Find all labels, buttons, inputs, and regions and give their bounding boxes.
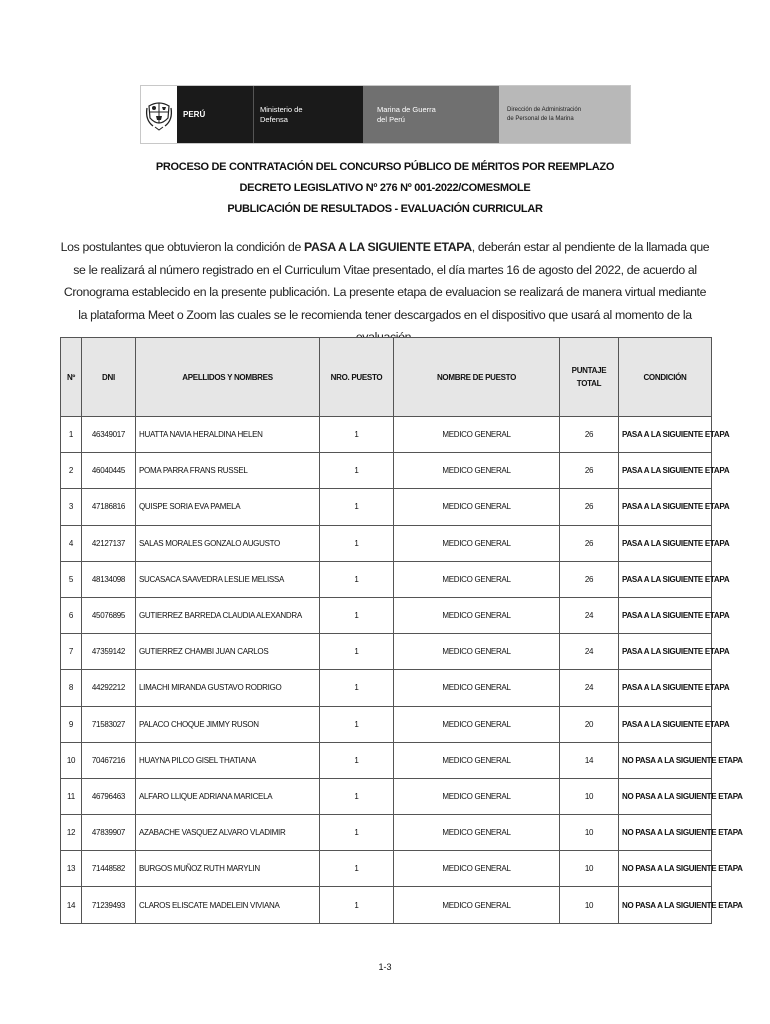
cell-position-name: MEDICO GENERAL bbox=[394, 453, 560, 489]
cell-condition: PASA A LA SIGUIENTE ETAPA bbox=[619, 489, 712, 525]
directorate-line-2: de Personal de la Marina bbox=[507, 115, 574, 122]
cell-name: GUTIERREZ BARREDA CLAUDIA ALEXANDRA bbox=[136, 597, 320, 633]
cell-score: 10 bbox=[560, 851, 619, 887]
cell-score: 24 bbox=[560, 597, 619, 633]
cell-position-no: 1 bbox=[320, 670, 394, 706]
ministry-line-1: Ministerio de bbox=[260, 104, 303, 114]
cell-score: 10 bbox=[560, 778, 619, 814]
title-publication: PUBLICACIÓN DE RESULTADOS - EVALUACIÓN CURRICULAR bbox=[227, 203, 543, 215]
header-dni: DNI bbox=[82, 338, 136, 417]
intro-paragraph bbox=[58, 236, 712, 349]
cell-position-name: MEDICO GENERAL bbox=[394, 670, 560, 706]
cell-dni: 47186816 bbox=[82, 489, 136, 525]
intro-highlight: PASA A LA SIGUIENTE ETAPA bbox=[304, 240, 472, 254]
page-number: 1-3 bbox=[378, 962, 392, 972]
cell-position-name: MEDICO GENERAL bbox=[394, 778, 560, 814]
cell-name: HUAYNA PILCO GISEL THATIANA bbox=[136, 742, 320, 778]
cell-dni: 47839907 bbox=[82, 815, 136, 851]
cell-name: AZABACHE VASQUEZ ALVARO VLADIMIR bbox=[136, 815, 320, 851]
title-decree: DECRETO LEGISLATIVO Nº 276 Nº 001-2022/COMESMOLE bbox=[239, 182, 531, 194]
cell-dni: 46796463 bbox=[82, 778, 136, 814]
cell-dni: 45076895 bbox=[82, 597, 136, 633]
title-process: PROCESO DE CONTRATACIÓN DEL CONCURSO PÚBLICO DE MÉRITOS POR REEMPLAZO bbox=[155, 161, 615, 173]
document-titles bbox=[0, 157, 770, 220]
cell-n: 10 bbox=[61, 742, 82, 778]
cell-position-name: MEDICO GENERAL bbox=[394, 525, 560, 561]
cell-n: 9 bbox=[61, 706, 82, 742]
cell-n: 12 bbox=[61, 815, 82, 851]
cell-name: ALFARO LLIQUE ADRIANA MARICELA bbox=[136, 778, 320, 814]
header-score bbox=[560, 338, 619, 417]
cell-name: POMA PARRA FRANS RUSSEL bbox=[136, 453, 320, 489]
cell-score: 26 bbox=[560, 417, 619, 453]
directorate-label bbox=[499, 86, 630, 143]
cell-name: SALAS MORALES GONZALO AUGUSTO bbox=[136, 525, 320, 561]
table-row bbox=[61, 561, 712, 597]
cell-condition: NO PASA A LA SIGUIENTE ETAPA bbox=[619, 742, 712, 778]
cell-position-no: 1 bbox=[320, 489, 394, 525]
cell-score: 14 bbox=[560, 742, 619, 778]
intro-text-after: , deberán estar al pendiente de la llamada que se le realizará al número registrado en el Curriculum Vitae presentado, el día martes 16 de agosto del 2022, de acuerdo al Cronograma establecido en la presente publicación. La presente etapa de evaluacion se realizará de manera virtual mediante la plataforma Meet o Zoom las cuales se le recomienda tener descargados en el dispositivo que usará al momento de la bbox=[63, 240, 710, 322]
cell-position-no: 1 bbox=[320, 706, 394, 742]
cell-position-name: MEDICO GENERAL bbox=[394, 887, 560, 923]
cell-position-name: MEDICO GENERAL bbox=[394, 634, 560, 670]
cell-score: 26 bbox=[560, 561, 619, 597]
cell-n: 5 bbox=[61, 561, 82, 597]
table-header-row bbox=[61, 338, 712, 417]
cell-condition: PASA A LA SIGUIENTE ETAPA bbox=[619, 634, 712, 670]
cell-position-name: MEDICO GENERAL bbox=[394, 815, 560, 851]
country-label: PERÚ bbox=[177, 86, 253, 143]
cell-position-no: 1 bbox=[320, 453, 394, 489]
cell-position-name: MEDICO GENERAL bbox=[394, 561, 560, 597]
cell-score: 26 bbox=[560, 489, 619, 525]
cell-score: 10 bbox=[560, 815, 619, 851]
cell-dni: 47359142 bbox=[82, 634, 136, 670]
cell-n: 7 bbox=[61, 634, 82, 670]
header-name: APELLIDOS Y NOMBRES bbox=[136, 338, 320, 417]
header-score-line-2: TOTAL bbox=[576, 379, 602, 388]
header-condition: CONDICIÓN bbox=[619, 338, 712, 417]
cell-position-no: 1 bbox=[320, 597, 394, 633]
cell-score: 24 bbox=[560, 634, 619, 670]
cell-n: 4 bbox=[61, 525, 82, 561]
cell-score: 10 bbox=[560, 887, 619, 923]
table-row bbox=[61, 887, 712, 923]
cell-dni: 70467216 bbox=[82, 742, 136, 778]
cell-n: 14 bbox=[61, 887, 82, 923]
cell-position-no: 1 bbox=[320, 778, 394, 814]
intro-text-before: Los postulantes que obtuvieron la condición de bbox=[60, 240, 305, 254]
peru-coat-of-arms-icon bbox=[141, 86, 177, 143]
cell-dni: 46349017 bbox=[82, 417, 136, 453]
cell-position-no: 1 bbox=[320, 887, 394, 923]
cell-position-no: 1 bbox=[320, 525, 394, 561]
ministry-label bbox=[253, 86, 363, 143]
navy-line-1: Marina de Guerra bbox=[377, 104, 436, 114]
cell-n: 3 bbox=[61, 489, 82, 525]
institution-header bbox=[140, 85, 631, 144]
cell-condition: PASA A LA SIGUIENTE ETAPA bbox=[619, 561, 712, 597]
cell-position-name: MEDICO GENERAL bbox=[394, 706, 560, 742]
header-n: Nº bbox=[61, 338, 82, 417]
cell-dni: 42127137 bbox=[82, 525, 136, 561]
header-position-no: NRO. PUESTO bbox=[320, 338, 394, 417]
cell-score: 20 bbox=[560, 706, 619, 742]
cell-position-no: 1 bbox=[320, 561, 394, 597]
cell-condition: PASA A LA SIGUIENTE ETAPA bbox=[619, 597, 712, 633]
cell-condition: PASA A LA SIGUIENTE ETAPA bbox=[619, 525, 712, 561]
ministry-line-2: Defensa bbox=[260, 114, 288, 124]
cell-name: BURGOS MUÑOZ RUTH MARYLIN bbox=[136, 851, 320, 887]
cell-n: 1 bbox=[61, 417, 82, 453]
table-row bbox=[61, 815, 712, 851]
cell-condition: NO PASA A LA SIGUIENTE ETAPA bbox=[619, 887, 712, 923]
cell-dni: 48134098 bbox=[82, 561, 136, 597]
cell-condition: PASA A LA SIGUIENTE ETAPA bbox=[619, 670, 712, 706]
cell-score: 26 bbox=[560, 525, 619, 561]
cell-condition: PASA A LA SIGUIENTE ETAPA bbox=[619, 417, 712, 453]
cell-position-no: 1 bbox=[320, 417, 394, 453]
cell-position-no: 1 bbox=[320, 851, 394, 887]
cell-position-name: MEDICO GENERAL bbox=[394, 851, 560, 887]
cell-n: 13 bbox=[61, 851, 82, 887]
cell-position-no: 1 bbox=[320, 815, 394, 851]
cell-position-name: MEDICO GENERAL bbox=[394, 597, 560, 633]
cell-n: 6 bbox=[61, 597, 82, 633]
cell-name: SUCASACA SAAVEDRA LESLIE MELISSA bbox=[136, 561, 320, 597]
cell-dni: 71239493 bbox=[82, 887, 136, 923]
cell-condition: PASA A LA SIGUIENTE ETAPA bbox=[619, 706, 712, 742]
cell-condition: PASA A LA SIGUIENTE ETAPA bbox=[619, 453, 712, 489]
cell-score: 26 bbox=[560, 453, 619, 489]
table-row bbox=[61, 670, 712, 706]
table-row bbox=[61, 417, 712, 453]
cell-condition: NO PASA A LA SIGUIENTE ETAPA bbox=[619, 778, 712, 814]
results-table bbox=[60, 337, 743, 924]
cell-dni: 71448582 bbox=[82, 851, 136, 887]
cell-name: GUTIERREZ CHAMBI JUAN CARLOS bbox=[136, 634, 320, 670]
cell-condition: NO PASA A LA SIGUIENTE ETAPA bbox=[619, 815, 712, 851]
table-row bbox=[61, 742, 712, 778]
cell-score: 24 bbox=[560, 670, 619, 706]
table-row bbox=[61, 453, 712, 489]
cell-name: HUATTA NAVIA HERALDINA HELEN bbox=[136, 417, 320, 453]
cell-position-no: 1 bbox=[320, 742, 394, 778]
cell-dni: 71583027 bbox=[82, 706, 136, 742]
cell-name: CLAROS ELISCATE MADELEIN VIVIANA bbox=[136, 887, 320, 923]
table-row bbox=[61, 634, 712, 670]
navy-label bbox=[363, 86, 499, 143]
header-position-name: NOMBRE DE PUESTO bbox=[394, 338, 560, 417]
header-score-line-1: PUNTAJE bbox=[571, 366, 607, 375]
cell-dni: 44292212 bbox=[82, 670, 136, 706]
cell-position-no: 1 bbox=[320, 634, 394, 670]
table-row bbox=[61, 597, 712, 633]
directorate-line-1: Dirección de Administración bbox=[507, 106, 582, 113]
cell-condition: NO PASA A LA SIGUIENTE ETAPA bbox=[619, 851, 712, 887]
cell-name: LIMACHI MIRANDA GUSTAVO RODRIGO bbox=[136, 670, 320, 706]
table-row bbox=[61, 851, 712, 887]
table-row bbox=[61, 706, 712, 742]
cell-name: PALACO CHOQUE JIMMY RUSON bbox=[136, 706, 320, 742]
table-row bbox=[61, 525, 712, 561]
navy-line-2: del Perú bbox=[377, 114, 405, 124]
cell-position-name: MEDICO GENERAL bbox=[394, 417, 560, 453]
cell-position-name: MEDICO GENERAL bbox=[394, 489, 560, 525]
cell-dni: 46040445 bbox=[82, 453, 136, 489]
cell-position-name: MEDICO GENERAL bbox=[394, 742, 560, 778]
table-row bbox=[61, 489, 712, 525]
cell-n: 8 bbox=[61, 670, 82, 706]
cell-n: 2 bbox=[61, 453, 82, 489]
table-row bbox=[61, 778, 712, 814]
cell-name: QUISPE SORIA EVA PAMELA bbox=[136, 489, 320, 525]
cell-n: 11 bbox=[61, 778, 82, 814]
